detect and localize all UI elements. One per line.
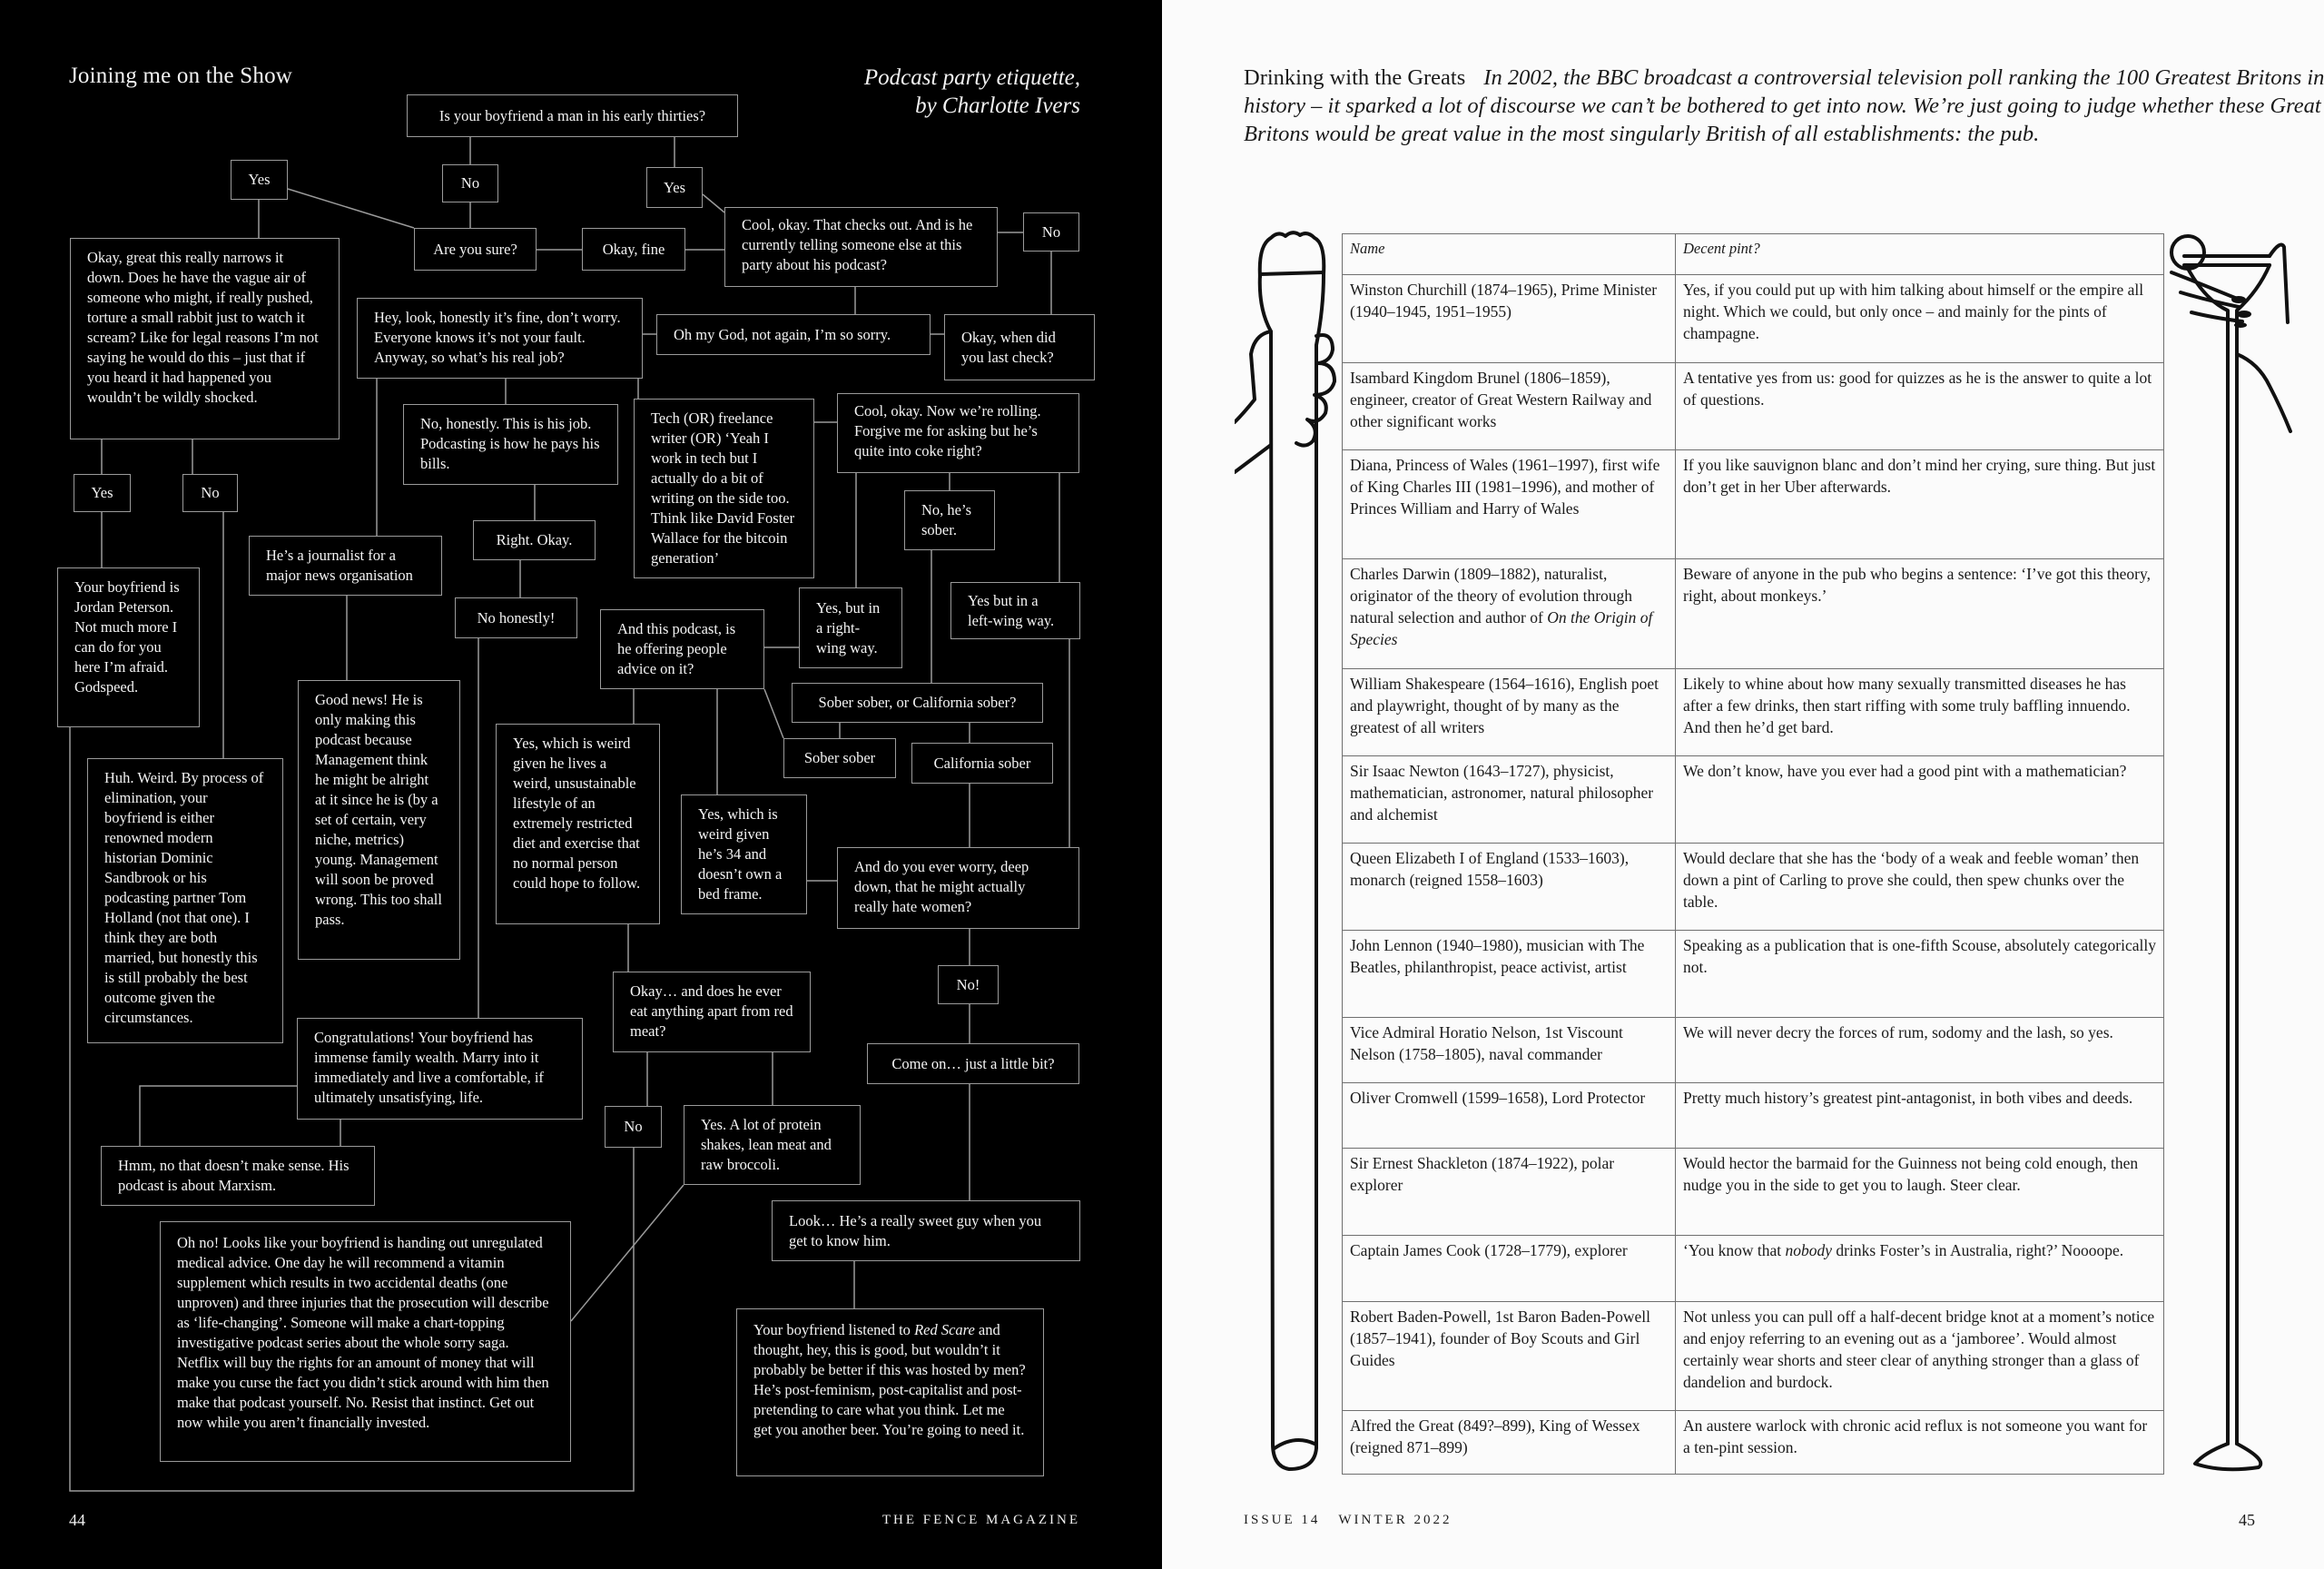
right-page-greats (1162, 0, 2324, 1569)
flow-node-marxism: Hmm, no that doesn’t make sense. His podcast is about Marxism. (101, 1146, 375, 1206)
intro-paragraph (1244, 64, 2324, 148)
table-row (1343, 559, 2164, 669)
flow-node-okay-fine: Okay, fine (582, 228, 685, 271)
table-row (1343, 1083, 2164, 1149)
greats-table (1342, 233, 2164, 1475)
section-title: Drinking with the Greats (1244, 65, 1466, 90)
cell-name: Vice Admiral Horatio Nelson, 1st Viscount Nelson (1758–1805), naval commander (1343, 1018, 1676, 1083)
table-header-row (1343, 234, 2164, 275)
table-row (1343, 450, 2164, 559)
flow-node-come-on: Come on… just a little bit? (867, 1043, 1079, 1084)
cell-verdict: Likely to whine about how many sexually transmitted diseases he has after a few drinks, then start riffing with some truly baffling innuendo. And then he’d get bard. (1676, 669, 2164, 756)
cell-name: Diana, Princess of Wales (1961–1997), first wife of King Charles III (1981–1996), and mother of Princes William and Harry of Wales (1343, 450, 1676, 559)
verdict-text: drinks Foster’s in Australia, right?’ Noooope. (1832, 1241, 2124, 1259)
flow-node-no: No (182, 474, 238, 512)
table-row (1343, 1149, 2164, 1236)
flow-node-start: Is your boyfriend a man in his early thirties? (407, 94, 738, 137)
flow-node-advice-question: And this podcast, is he offering people advice on it? (600, 609, 764, 689)
cell-name: John Lennon (1940–1980), musician with The Beatles, philanthropist, peace activist, artist (1343, 931, 1676, 1018)
table-row (1343, 363, 2164, 450)
flow-node-last-check: Okay, when did you last check? (944, 314, 1095, 380)
flow-node-right-okay: Right. Okay. (473, 520, 596, 560)
table-row (1343, 844, 2164, 931)
flow-node-sober-sober: Sober sober (783, 738, 896, 778)
table-row (1343, 1302, 2164, 1411)
flow-node-no-honestly: No honestly! (455, 597, 577, 638)
byline: by Charlotte Ivers (915, 94, 1080, 118)
name-text: Charles Darwin (1809–1882), naturalist, originator of the theory of evolution through natural selection and author of (1350, 565, 1633, 627)
flow-node-hate-women: And do you ever worry, deep down, that he might actually really hate women? (837, 847, 1079, 929)
table-row (1343, 1236, 2164, 1302)
issue-footer: ISSUE 14 WINTER 2022 (1244, 1513, 1452, 1527)
flow-node-rolling: Cool, okay. Now we’re rolling. Forgive me for asking but he’s quite into coke right? (837, 393, 1079, 473)
page-number: 44 (69, 1511, 85, 1529)
cell-name (1343, 559, 1676, 669)
flow-node-left-wing: Yes but in a left-wing way. (950, 582, 1080, 639)
cell-verdict: Would declare that she has the ‘body of a weak and feeble woman’ then down a pint of Carling to prove she could, then spew chunks over the table. (1676, 844, 2164, 931)
flow-node-california-sober: California sober (911, 743, 1053, 784)
flow-node-red-scare (736, 1308, 1044, 1476)
cell-name: Oliver Cromwell (1599–1658), Lord Protector (1343, 1083, 1676, 1149)
table-row (1343, 669, 2164, 756)
flow-node-oh-my-god: Oh my God, not again, I’m so sorry. (656, 314, 931, 355)
verdict-text: ‘You know that (1683, 1241, 1786, 1259)
flow-node-journalist: He’s a journalist for a major news organisation (249, 536, 442, 596)
page-number: 45 (2239, 1511, 2255, 1529)
column-header-name: Name (1343, 234, 1676, 275)
flow-node-jordan: Your boyfriend is Jordan Peterson. Not much more I can do for you here I’m afraid. Godspeed. (57, 567, 200, 727)
verdict-emphasis: nobody (1785, 1241, 1832, 1259)
cell-verdict: Would hector the barmaid for the Guinness not being cold enough, then nudge you in the side to get you to laugh. Steer clear. (1676, 1149, 2164, 1236)
cell-verdict: Speaking as a publication that is one-fifth Scouse, absolutely categorically not. (1676, 931, 2164, 1018)
flow-node-checks-out: Cool, okay. That checks out. And is he currently telling someone else at this party about his podcast? (724, 207, 998, 287)
table-row (1343, 275, 2164, 363)
cell-name: Winston Churchill (1874–1965), Prime Minister (1940–1945, 1951–1955) (1343, 275, 1676, 363)
cell-name: Alfred the Great (849?–899), King of Wessex (reigned 871–899) (1343, 1411, 1676, 1475)
cell-verdict (1676, 1236, 2164, 1302)
flow-node-sober-question: Sober sober, or California sober? (792, 683, 1043, 723)
cocktail-glass-hand-icon (2168, 227, 2295, 1480)
flow-node-huh-weird: Huh. Weird. By process of elimination, your boyfriend is either renowned modern historian Dominic Sandbrook or his podcasting partner Tom Holland (not that one). I think they are both married, but honestly this is still probably the best outcome given the circumstances. (87, 758, 283, 1043)
intro-text: In 2002, the BBC broadcast a controversial television poll ranking the 100 Greatest Britons in history – it sparked a lot of discourse we can’t be bothered to get into now. We’re just going to judge whether these Great Britons would be great value in the most singularly British of all establishments: the pub. (1244, 65, 2324, 146)
cell-verdict: Not unless you can pull off a half-decent bridge knot at a moment’s notice and enjoy referring to an evening out as a ‘jamboree’. Would almost certainly wear shorts and steer clear of anything stronger than a glass of dandelion and burdock. (1676, 1302, 2164, 1411)
cell-name: Captain James Cook (1728–1779), explorer (1343, 1236, 1676, 1302)
cell-verdict: We don’t know, have you ever had a good pint with a mathematician? (1676, 756, 2164, 844)
table-row (1343, 1018, 2164, 1083)
cell-name: Isambard Kingdom Brunel (1806–1859), engineer, creator of Great Western Railway and other significant works (1343, 363, 1676, 450)
flow-node-sober: No, he’s sober. (904, 490, 995, 550)
flow-node-good-news: Good news! He is only making this podcast because Management think he might be alright at it since he is (by a set of certain, very niche, metrics) young. Management will soon be proved wrong. This too shall pass. (298, 680, 460, 960)
flow-node-honestly-job: No, honestly. This is his job. Podcasting is how he pays his bills. (403, 404, 618, 485)
cell-name: Robert Baden-Powell, 1st Baron Baden-Powell (1857–1941), founder of Boy Scouts and Girl Guides (1343, 1302, 1676, 1411)
column-header-decent-pint: Decent pint? (1676, 234, 2164, 275)
flow-node-no-exclaim: No! (938, 965, 999, 1004)
flow-node-right-wing: Yes, but in a right-wing way. (799, 587, 902, 668)
cell-name: Sir Isaac Newton (1643–1727), physicist, mathematician, astronomer, natural philosopher and alchemist (1343, 756, 1676, 844)
magazine-footer: THE FENCE MAGAZINE (881, 1513, 1080, 1527)
table-row (1343, 756, 2164, 844)
cell-name: Queen Elizabeth I of England (1533–1603), monarch (reigned 1558–1603) (1343, 844, 1676, 931)
flow-node-bed-frame: Yes, which is weird given he’s 34 and doesn’t own a bed frame. (681, 794, 807, 914)
subtitle-line: Podcast party etiquette, (863, 65, 1080, 90)
cell-verdict: Beware of anyone in the pub who begins a sentence: ‘I’ve got this theory, right, about monkeys.’ (1676, 559, 2164, 669)
red-scare-title: Red Scare (914, 1321, 975, 1338)
flow-node-no: No (442, 164, 498, 202)
flow-node-are-you-sure: Are you sure? (414, 228, 537, 271)
article-subtitle (864, 64, 1080, 120)
flow-node-protein: Yes. A lot of protein shakes, lean meat and raw broccoli. (684, 1105, 861, 1185)
red-scare-text: Your boyfriend listened to (753, 1321, 915, 1338)
flow-node-medical-advice: Oh no! Looks like your boyfriend is handing out unregulated medical advice. One day he will recommend a vitamin supplement which results in two accidental deaths (one unproven) and three injuries that the prosecution will describe as ‘life-changing’. Someone will make a chart-topping investigative podcast series about the whole sorry saga. Netflix will buy the rights for an amount of money that will make you curse the fact you didn’t stick around with him then make that podcast yourself. No. Resist that instinct. Get out now while you aren’t financially invested. (160, 1221, 571, 1462)
flow-node-no: No (605, 1106, 662, 1148)
cell-verdict: We will never decry the forces of rum, sodomy and the lash, so yes. (1676, 1018, 2164, 1083)
cell-verdict: Yes, if you could put up with him talking about himself or the empire all night. Which we could, but only once – and mainly for the pints of champagne. (1676, 275, 2164, 363)
pint-glass-hand-icon (1235, 227, 1344, 1480)
cell-verdict: A tentative yes from us: good for quizzes as he is the answer to quite a lot of questions. (1676, 363, 2164, 450)
book-title: On the Origin of Species (1350, 608, 1653, 648)
red-scare-text: and thought, hey, this is good, but wouldn’t it probably be better if this was hosted by men? He’s post-feminism, post-capitalist and post-pretending to care what you think. Let me get you another beer. You’re going to need it. (753, 1321, 1026, 1438)
cell-name: William Shakespeare (1564–1616), English poet and playwright, thought of by many as the greatest of all writers (1343, 669, 1676, 756)
flow-node-sweet-guy: Look… He’s a really sweet guy when you get to know him. (772, 1200, 1080, 1261)
cell-name: Sir Ernest Shackleton (1874–1922), polar explorer (1343, 1149, 1676, 1236)
table-row (1343, 1411, 2164, 1475)
flow-node-red-meat: Okay… and does he ever eat anything apart from red meat? (613, 972, 811, 1052)
flow-node-yes: Yes (74, 474, 131, 512)
flow-node-yes: Yes (646, 167, 703, 208)
flow-node-lifestyle: Yes, which is weird given he lives a weird, unsustainable lifestyle of an extremely restricted diet and exercise that no normal person could hope to follow. (496, 724, 660, 924)
cell-verdict: Pretty much history’s greatest pint-antagonist, in both vibes and deeds. (1676, 1083, 2164, 1149)
section-title: Joining me on the Show (69, 64, 293, 88)
table-row (1343, 931, 2164, 1018)
flow-node-hey-look: Hey, look, honestly it’s fine, don’t worry. Everyone knows it’s not your fault. Anyway, so what’s his real job? (357, 298, 643, 379)
cell-verdict: An austere warlock with chronic acid reflux is not someone you want for a ten-pint session. (1676, 1411, 2164, 1475)
flow-node-narrows-down: Okay, great this really narrows it down. Does he have the vague air of someone who might, if really pushed, torture a small rabbit just to watch it scream? Like for legal reasons I’m not saying he would do this – just that if you heard it had happened you wouldn’t be wildly shocked. (70, 238, 340, 439)
flow-node-congratulations: Congratulations! Your boyfriend has immense family wealth. Marry into it immediately and live a comfortable, if ultimately unsatisfying, life. (297, 1018, 583, 1120)
flow-node-no: No (1023, 212, 1079, 252)
cell-verdict: If you like sauvignon blanc and don’t mind her crying, sure thing. But just don’t get in her Uber afterwards. (1676, 450, 2164, 559)
flow-node-tech-freelance: Tech (OR) freelance writer (OR) ‘Yeah I work in tech but I actually do a bit of writing on the side too. Think like David Foster Wallace for the bitcoin generation’ (634, 399, 814, 578)
flow-node-yes: Yes (231, 160, 288, 200)
